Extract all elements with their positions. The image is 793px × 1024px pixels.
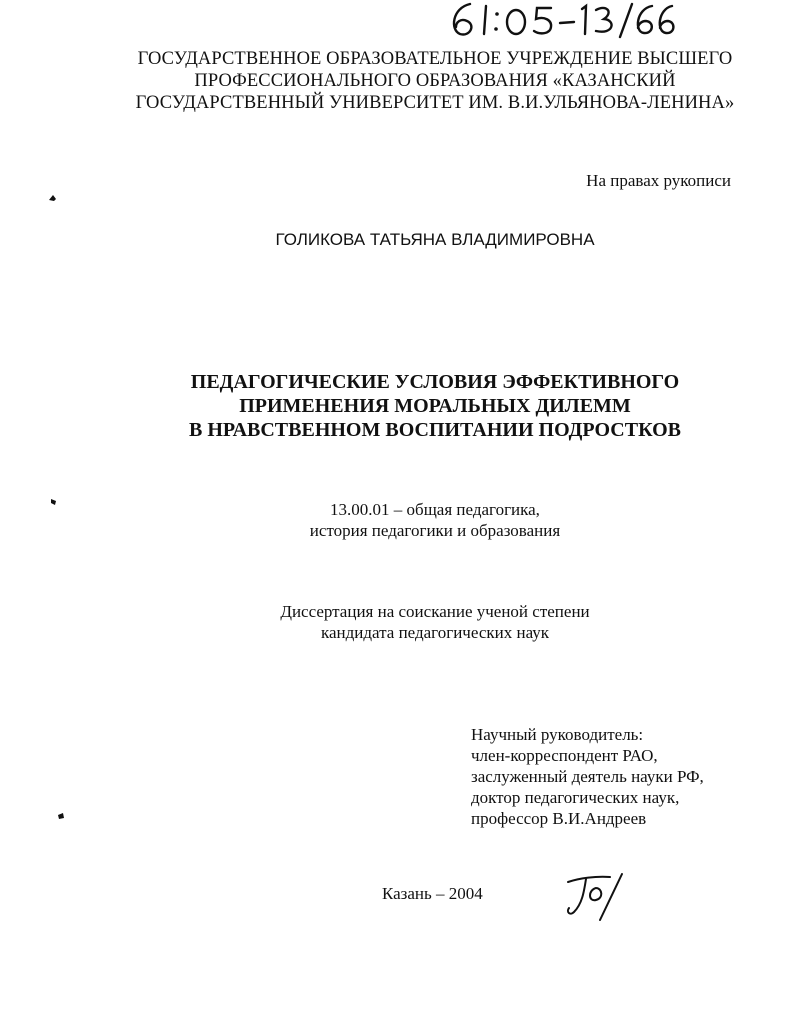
handwritten-catalog-number [430,0,680,42]
scan-speck-mark [49,497,59,507]
supervisor-line: Научный руководитель: [471,725,644,744]
title-line: В НРАВСТВЕННОМ ВОСПИТАНИИ ПОДРОСТКОВ [189,419,681,441]
institution-line: ГОСУДАРСТВЕННОЕ ОБРАЗОВАТЕЛЬНОЕ УЧРЕЖДЕНИЕ ВЫСШЕГО [137,49,733,69]
degree-line: Диссертация на соискание ученой степени [280,602,590,621]
specialty-line: 13.00.01 – общая педагогика, [330,500,540,519]
handwritten-signature [560,868,630,926]
scientific-supervisor [471,724,771,829]
institution-line: ГОСУДАРСТВЕННЫЙ УНИВЕРСИТЕТ ИМ. В.И.УЛЬЯНОВА-ЛЕНИНА» [135,93,735,113]
supervisor-line: заслуженный деятель науки РФ, [471,767,704,786]
author-name: ГОЛИКОВА ТАТЬЯНА ВЛАДИМИРОВНА [275,230,595,249]
title-line: ПЕДАГОГИЧЕСКИЕ УСЛОВИЯ ЭФФЕКТИВНОГО [190,371,680,393]
degree-statement [100,601,770,643]
scan-speck-mark [48,193,58,203]
title-line: ПРИМЕНЕНИЯ МОРАЛЬНЫХ ДИЛЕММ [239,395,631,417]
supervisor-line: доктор педагогических наук, [471,788,680,807]
specialty-line: история педагогики и образования [309,521,561,540]
dissertation-title [100,370,770,442]
manuscript-rights-note: На правах рукописи [586,171,731,190]
supervisor-line: член-корреспондент РАО, [471,746,658,765]
city-and-year: Казань – 2004 [382,884,483,903]
scan-speck-mark [56,811,66,821]
degree-line: кандидата педагогических наук [320,623,550,642]
specialty-code [100,499,770,541]
supervisor-line: профессор В.И.Андреев [471,809,647,828]
institution-line: ПРОФЕССИОНАЛЬНОГО ОБРАЗОВАНИЯ «КАЗАНСКИЙ [194,71,676,91]
institution-name [100,48,770,114]
